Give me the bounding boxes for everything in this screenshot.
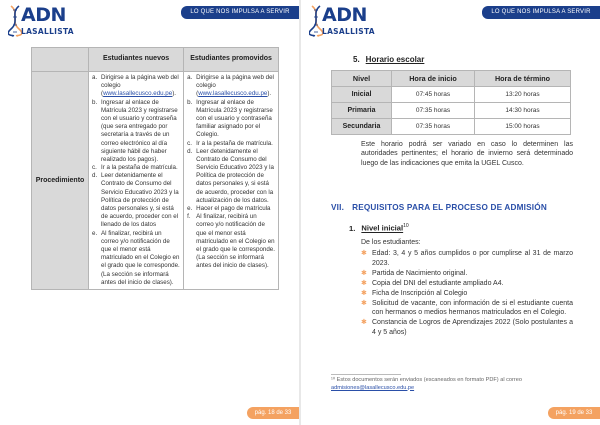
- step-text-main: Dirigirse a la página web del colegio (: [196, 74, 274, 98]
- logo-adn-text: ADN: [21, 4, 66, 26]
- students-intro: De los estudiantes:: [361, 239, 421, 246]
- star-bullet-icon: ✱: [361, 279, 367, 287]
- list-item: [92, 99, 180, 165]
- star-bullet-icon: ✱: [361, 299, 367, 307]
- list-item: [361, 269, 573, 279]
- list-item: [361, 279, 573, 289]
- step-text-main: Hacer el pago de matrícula: [196, 205, 271, 212]
- schedule-note: Este horario podrá ser variado en caso lo determinen las autoridades pertinentes; el horario de invierno será determinado luego de las indicaciones que emita la UGEL Cusco.: [361, 141, 573, 167]
- header-tagline: LO QUE NOS IMPULSA A SERVIR: [482, 6, 600, 19]
- step-text: [196, 213, 275, 270]
- adn-lasallista-logo: [309, 3, 375, 39]
- row-header-procedure: Procedimiento: [32, 72, 89, 290]
- requirement-text: Ficha de Inscripción al Colegio: [372, 289, 468, 297]
- logo-lasallista-text: LASALLISTA: [322, 27, 375, 36]
- footnote-ref[interactable]: 10: [403, 223, 409, 229]
- table-row: [332, 119, 571, 135]
- page-number: pág. 19 de 33: [548, 407, 600, 419]
- list-item: [187, 213, 275, 270]
- page-18: [0, 0, 299, 425]
- section-5-heading: [353, 55, 424, 64]
- list-item: [187, 99, 275, 140]
- list-item: [92, 172, 180, 229]
- requirement-text: Solicitud de vacante, con información de si el estudiante cuenta con hermanos o medios hermanos matriculados en el Colegio.: [372, 299, 573, 317]
- step-text: [101, 230, 180, 287]
- schedule-level: Primaria: [332, 103, 392, 119]
- website-link[interactable]: www.lasallecusco.edu.pe: [198, 90, 268, 98]
- requirement-text: Edad: 3, 4 y 5 años cumplidos o por cumplirse al 31 de marzo 2023.: [372, 250, 573, 267]
- step-text-tail: ).: [267, 90, 272, 98]
- table-row: [332, 87, 571, 103]
- step-text-main: Leer detenidamente el Contrato de Consumo del Servicio Educativo 2023 y la Política de protección de datos personales y, si está de acuerdo, proceder con la actualización de los datos.: [196, 147, 274, 204]
- step-text-main: Leer detenidamente el Contrato de Consumo del Servicio Educativo 2023 y la Política de protección de datos personales y, si está de acuerdo, proceder con el llenado de los datos: [101, 172, 179, 229]
- star-bullet-icon: ✱: [361, 319, 367, 327]
- step-text: [101, 172, 180, 229]
- step-text: [196, 205, 275, 213]
- table-row: [332, 103, 571, 119]
- step-marker: d.: [187, 147, 193, 155]
- step-text-main: Al finalizar, recibirá un correo y/o notificación de que el menor está matriculado en el Colegio en el grado que le corresponde. (La sección se informará antes del inicio de clases).: [196, 213, 275, 270]
- schedule-level: Secundaria: [332, 119, 392, 135]
- list-item: [361, 318, 573, 337]
- page-19: [301, 0, 600, 425]
- step-text-main: Ir a la pestaña de matrícula.: [101, 164, 178, 172]
- step-text: [101, 99, 180, 165]
- star-bullet-icon: ✱: [361, 250, 367, 257]
- step-marker: c.: [92, 164, 97, 172]
- step-marker: e.: [92, 229, 98, 237]
- logo-lasallista-text: LASALLISTA: [21, 27, 74, 36]
- list-item: [187, 205, 275, 213]
- schedule-start: 07:45 horas: [392, 87, 475, 103]
- new-students-steps-cell: [89, 72, 184, 290]
- step-marker: b.: [92, 98, 98, 106]
- requirement-text: Constancia de Logros de Aprendizajes 2022 (Solo postulantes a 4 y 5 años): [372, 319, 573, 336]
- schedule-end: 15:00 horas: [475, 119, 571, 135]
- promoted-students-steps-list: [184, 72, 278, 273]
- footnote-text: ¹⁰ Estos documentos serán enviados (escaneados en formato PDF) al correo: [331, 377, 522, 383]
- list-item: [187, 74, 275, 99]
- step-marker: b.: [187, 98, 193, 106]
- footnote: [331, 377, 571, 392]
- col-header-new-students: Estudiantes nuevos: [89, 48, 184, 72]
- subsection-1-title: Nivel inicial: [361, 223, 404, 233]
- header-tagline: LO QUE NOS IMPULSA A SERVIR: [181, 6, 299, 19]
- step-text-main: Ir a la pestaña de matrícula.: [196, 139, 273, 147]
- step-text: [101, 164, 180, 172]
- page-number: pág. 18 de 33: [247, 407, 299, 419]
- list-item: [92, 74, 180, 99]
- list-item: [361, 249, 573, 268]
- step-text-tail: ).: [172, 90, 176, 98]
- star-bullet-icon: ✱: [361, 289, 367, 297]
- list-item: [92, 230, 180, 287]
- step-text: [101, 74, 180, 99]
- col-header-promoted-students: Estudiantes promovidos: [184, 48, 279, 72]
- list-item: [187, 140, 275, 148]
- logo-adn-text: ADN: [322, 4, 367, 26]
- schedule-start: 07:35 horas: [392, 119, 475, 135]
- schedule-col-end: Hora de término: [475, 71, 571, 87]
- table-corner-cell: [32, 48, 89, 72]
- step-marker: c.: [187, 139, 192, 147]
- section-7-heading: [331, 203, 547, 212]
- requirements-list: [361, 249, 573, 338]
- star-bullet-icon: ✱: [361, 269, 367, 277]
- requirement-text: Partida de Nacimiento original.: [372, 269, 468, 277]
- schedule-col-level: Nivel: [332, 71, 392, 87]
- footnote-email-link[interactable]: admisiones@lasallecusco.edu.pe: [331, 384, 415, 391]
- subsection-1-number: 1.: [349, 223, 356, 233]
- schedule-level: Inicial: [332, 87, 392, 103]
- schedule-end: 14:30 horas: [475, 103, 571, 119]
- step-text-main: Al finalizar, recibirá un correo y/o notificación de que el menor está matriculado en el Colegio en el grado que le corresponde. (La sección se informará antes del inicio de clases).: [101, 229, 180, 286]
- step-text-main: Dirigirse a la página web del colegio (: [101, 74, 179, 98]
- subsection-1-heading: [349, 223, 409, 233]
- schedule-col-start: Hora de inicio: [392, 71, 475, 87]
- section-7-title: REQUISITOS PARA EL PROCESO DE ADMISIÓN: [352, 203, 547, 212]
- step-text: [196, 99, 275, 140]
- list-item: [361, 299, 573, 318]
- schedule-table: [331, 70, 571, 135]
- section-5-title: Horario escolar: [365, 55, 425, 64]
- step-marker: e.: [187, 205, 193, 212]
- list-item: [187, 148, 275, 205]
- new-students-steps-list: [89, 72, 183, 289]
- step-marker: f.: [187, 213, 191, 221]
- step-marker: d.: [92, 172, 98, 180]
- promoted-students-steps-cell: [184, 72, 279, 290]
- step-text: [196, 140, 275, 148]
- dna-icon: [8, 5, 22, 37]
- adn-lasallista-logo: [8, 3, 74, 39]
- website-link[interactable]: www.lasallecusco.edu.pe: [103, 90, 173, 98]
- section-5-number: 5.: [353, 55, 360, 64]
- section-7-number: VII.: [331, 203, 345, 212]
- step-text: [196, 148, 275, 205]
- step-marker: a.: [92, 74, 98, 81]
- schedule-start: 07:35 horas: [392, 103, 475, 119]
- dna-icon: [309, 5, 323, 37]
- step-text-main: Ingresar al enlace de Matrícula 2023 y registrarse con el usuario y contraseña (que sera entregado por secretaría a través de un correo electrónico al día siguiente hábil de haber realizado los pagos).: [101, 98, 178, 163]
- footnote-divider: [331, 374, 401, 375]
- step-text-main: Ingresar al enlace de Matrícula 2023 y registrarse con el usuario y contraseña familiar asignado por el Colegio.: [196, 98, 273, 139]
- step-marker: a.: [187, 74, 193, 81]
- step-text: [196, 74, 275, 99]
- procedure-table: [31, 47, 279, 290]
- list-item: [92, 164, 180, 172]
- requirement-text: Copia del DNI del estudiante ampliado A4.: [372, 279, 504, 287]
- list-item: [361, 289, 573, 299]
- schedule-end: 13:20 horas: [475, 87, 571, 103]
